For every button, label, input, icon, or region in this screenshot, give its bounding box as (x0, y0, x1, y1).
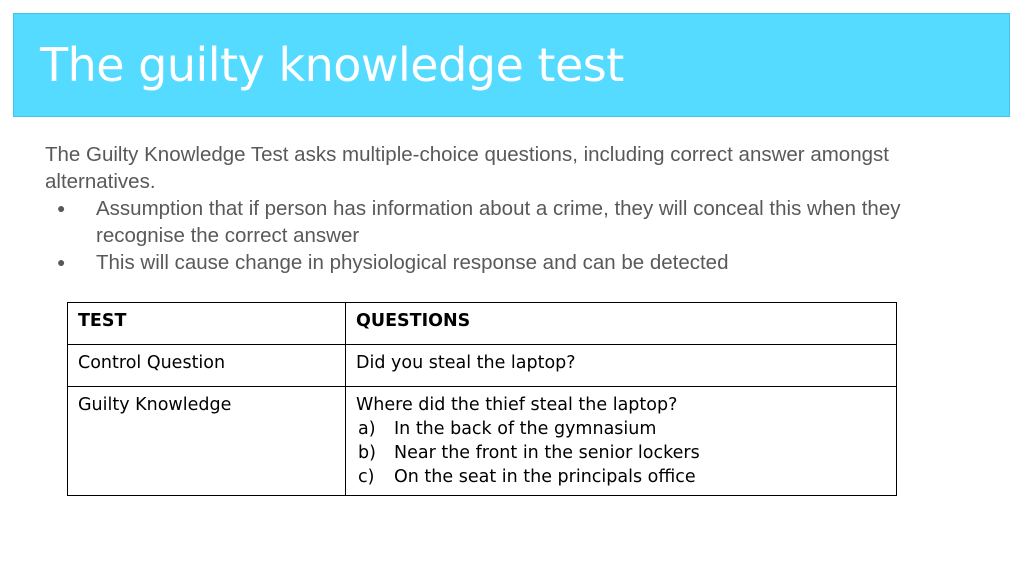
bullet-item (45, 195, 975, 249)
bullet-list (45, 195, 975, 276)
answer-option (356, 465, 886, 489)
table-row (68, 345, 897, 387)
header-test: TEST (68, 303, 346, 345)
option-key: b) (358, 443, 376, 463)
cell-test: Guilty Knowledge (68, 387, 346, 496)
table-header-row (68, 303, 897, 345)
header-questions: QUESTIONS (346, 303, 897, 345)
bullet-dot-icon: ● (57, 254, 66, 270)
option-key: a) (358, 419, 376, 439)
cell-test: Control Question (68, 345, 346, 387)
answer-option (356, 417, 886, 441)
table-row (68, 387, 897, 496)
cell-question-group (346, 387, 897, 496)
option-key: c) (358, 467, 375, 487)
bullet-text: Assumption that if person has information about a crime, they will conceal this when they recognise the correct answer (96, 197, 901, 247)
bullet-item (45, 249, 975, 276)
bullet-text: This will cause change in physiological response and can be detected (96, 251, 729, 274)
questions-table (67, 302, 897, 496)
answer-options (356, 417, 886, 489)
option-text: On the seat in the principals office (394, 467, 696, 487)
bullet-dot-icon: ● (57, 200, 66, 216)
slide-title: The guilty knowledge test (40, 38, 624, 92)
option-text: Near the front in the senior lockers (394, 443, 700, 463)
intro-paragraph: The Guilty Knowledge Test asks multiple-choice questions, including correct answer amongst alternatives. (45, 143, 889, 193)
cell-question: Where did the thief steal the laptop? (356, 395, 678, 415)
cell-question: Did you steal the laptop? (346, 345, 897, 387)
option-text: In the back of the gymnasium (394, 419, 657, 439)
title-banner (13, 13, 1010, 117)
answer-option (356, 441, 886, 465)
slide-body (45, 141, 975, 276)
